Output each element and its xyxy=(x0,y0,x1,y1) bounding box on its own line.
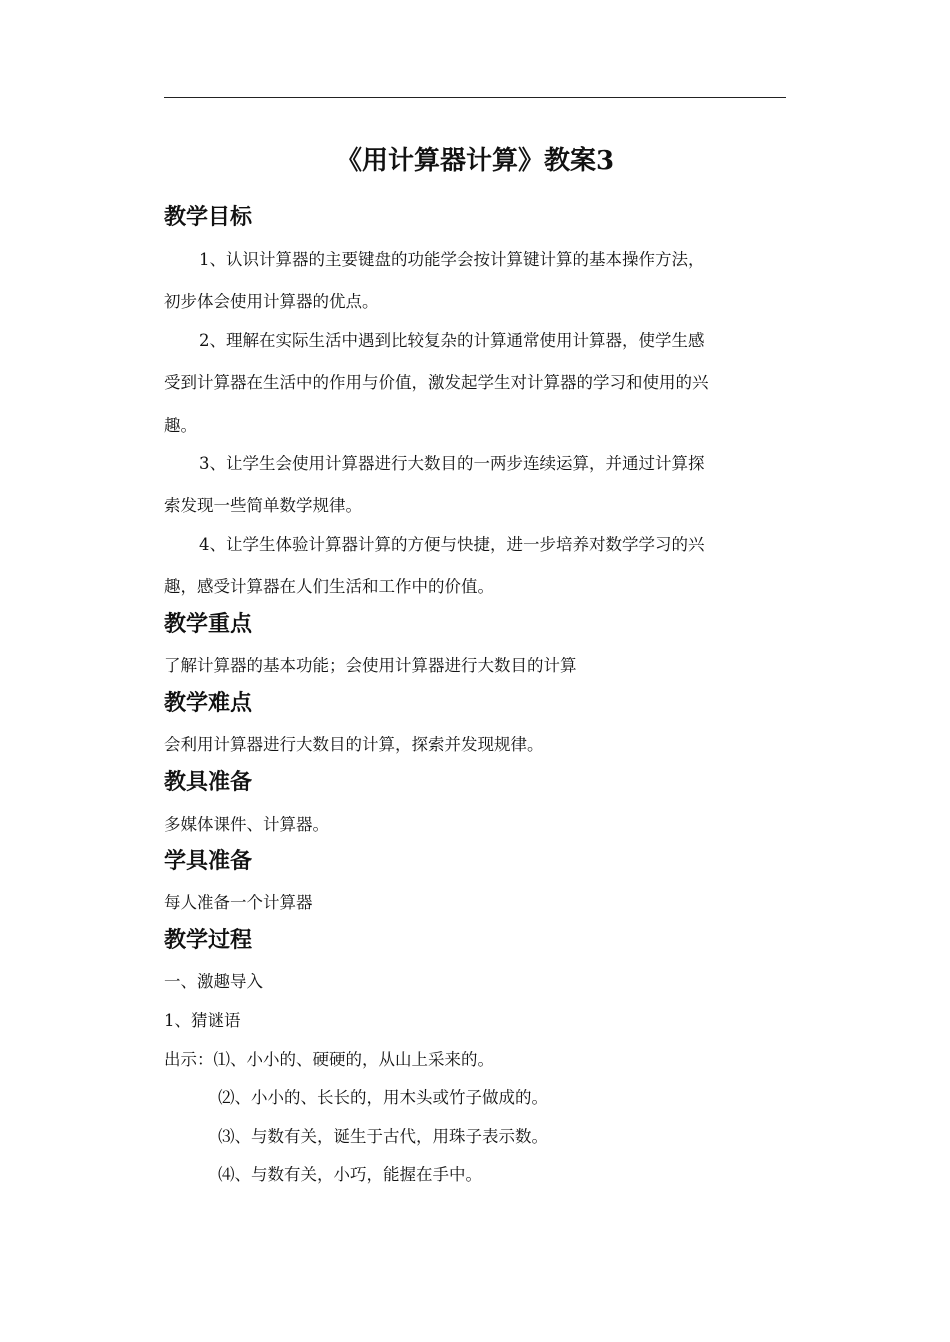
process-item-1: 1、猜谜语 xyxy=(164,1011,241,1030)
document-title: 《用计算器计算》教案3 xyxy=(335,146,615,176)
goal-line: 趣，感受计算器在人们生活和工作中的价值。 xyxy=(164,577,494,596)
heading-goals: 教学目标 xyxy=(164,204,253,230)
riddle-line: 出示：⑴、小小的、硬硬的，从山上采来的。 xyxy=(164,1050,494,1069)
difficulties-text: 会利用计算器进行大数目的计算，探索并发现规律。 xyxy=(164,735,544,754)
goal-line: 2、理解在实际生活中遇到比较复杂的计算通常使用计算器，使学生感 xyxy=(199,331,705,350)
goal-line: 受到计算器在生活中的作用与价值，激发起学生对计算器的学习和使用的兴 xyxy=(164,373,709,392)
heading-teaching-aids: 教具准备 xyxy=(164,769,253,795)
heading-process: 教学过程 xyxy=(164,927,253,953)
goal-line: 1、认识计算器的主要键盘的功能学会按计算键计算的基本操作方法， xyxy=(199,250,705,269)
heading-difficulties: 教学难点 xyxy=(164,690,253,716)
heading-key-points: 教学重点 xyxy=(164,611,253,637)
teaching-aids-text: 多媒体课件、计算器。 xyxy=(164,815,329,834)
goal-line: 3、让学生会使用计算器进行大数目的一两步连续运算，并通过计算探 xyxy=(199,454,705,473)
heading-student-aids: 学具准备 xyxy=(164,848,253,874)
goal-line: 趣。 xyxy=(164,416,197,435)
header-rule xyxy=(164,97,786,98)
process-section-1: 一、激趣导入 xyxy=(164,972,263,991)
goal-line: 4、让学生体验计算器计算的方便与快捷，进一步培养对数学学习的兴 xyxy=(199,535,705,554)
student-aids-text: 每人准备一个计算器 xyxy=(164,893,313,912)
goal-line: 索发现一些简单数学规律。 xyxy=(164,496,362,515)
riddle-line: ⑷、与数有关，小巧，能握在手中。 xyxy=(218,1165,482,1184)
key-points-text: 了解计算器的基本功能；会使用计算器进行大数目的计算 xyxy=(164,656,577,675)
goal-line: 初步体会使用计算器的优点。 xyxy=(164,292,379,311)
riddle-line: ⑶、与数有关，诞生于古代，用珠子表示数。 xyxy=(218,1127,548,1146)
riddle-line: ⑵、小小的、长长的，用木头或竹子做成的。 xyxy=(218,1088,548,1107)
